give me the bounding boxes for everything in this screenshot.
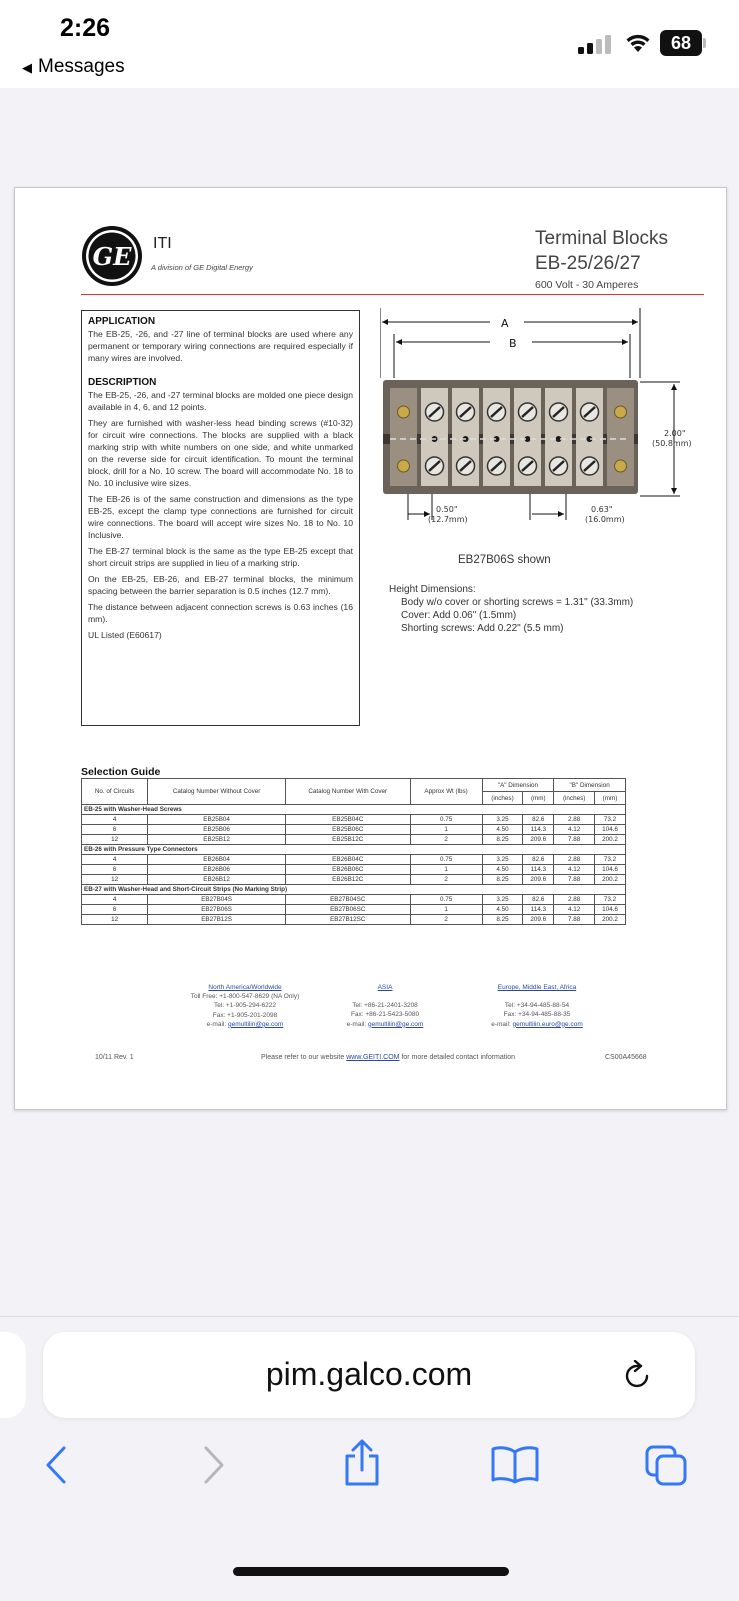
table-row [82,865,626,875]
description-paragraph: The EB-26 is of the same construction and dimensions as the type EB-25, except the clamp type connections are furnished for circuit wire connections. The board will accept wire sizes No. 18 to No. 10 Inclusive. [88,494,353,540]
table-cell: 4 [82,855,148,865]
title-line-1: Terminal Blocks [535,228,669,249]
table-cell: 73.2 [595,815,626,825]
diagram-caption: EB27B06S shown [458,554,551,566]
table-row [82,815,626,825]
table-cell: 82.6 [523,855,554,865]
table-cell: 82.6 [523,815,554,825]
heights-heading: Height Dimensions: [389,584,476,595]
contact-line: Tel: +1-905-294-6222 [214,1002,276,1010]
heights-line: Shorting screws: Add 0.22" (5.5 mm) [401,623,564,634]
group-title: EB-27 with Washer-Head and Short-Circuit Strips (No Marking Strip) [82,885,626,895]
table-cell: EB25B04C [285,815,410,825]
battery-icon [660,30,706,56]
selection-guide-table [81,778,626,925]
table-cell: 6 [82,825,148,835]
table-cell: EB25B04 [148,815,286,825]
website-note-pre: Please refer to our website [261,1054,345,1061]
table-cell: 8.25 [482,875,523,885]
mounting-hole [398,460,410,472]
table-cell: EB25B06 [148,825,286,835]
table-cell: EB26B06C [285,865,410,875]
table-cell: 73.2 [595,895,626,905]
table-cell: 4.50 [482,825,523,835]
rating-text: 600 Volt - 30 Amperes [535,279,639,291]
table-cell: 3.25 [482,815,523,825]
selection-guide-title: Selection Guide [81,766,161,778]
division-text: A division of GE Digital Energy [151,263,253,272]
contact-line: Fax: +34-94-485-88-35 [503,1011,571,1019]
group-title: EB-25 with Washer-Head Screws [82,805,626,815]
email-label: e-mail: [206,1020,227,1028]
heights-line: Body w/o cover or shorting screws = 1.31" (33.3mm) [401,597,634,608]
contact-north-america [175,983,315,1029]
table-cell: 6 [82,905,148,915]
table-cell: EB27B12SC [285,915,410,925]
table-cell: 4.12 [554,905,595,915]
reload-icon[interactable] [623,1360,653,1392]
table-row [82,825,626,835]
wifi-icon [624,30,652,54]
table-cell: 2 [410,915,482,925]
table-cell: 4 [82,815,148,825]
battery-level: 68 [660,30,702,56]
table-cell: EB27B04S [148,895,286,905]
table-cell: 104.6 [595,825,626,835]
contact-line: Toll Free: +1-800-547-8629 (NA Only) [190,993,300,1001]
table-cell: 8.25 [482,835,523,845]
table-cell: EB27B06SC [285,905,410,915]
previous-tab-edge[interactable] [0,1332,26,1418]
table-cell: EB27B12S [148,915,286,925]
table-cell: 4.50 [482,865,523,875]
terminal-block-diagram [380,308,710,568]
table-cell: EB26B04 [148,855,286,865]
table-cell: 2.88 [554,815,595,825]
company-name: ITI [153,235,172,252]
table-cell: 4.12 [554,825,595,835]
description-paragraph: The EB-27 terminal block is the same as the type EB-25 except that short circuit strips are supplied in lieu of a marking strip. [88,546,353,568]
mounting-hole [615,406,627,418]
table-cell: 12 [82,875,148,885]
table-cell: 200.2 [595,915,626,925]
contact-europe [467,983,607,1029]
col-b-mm: (mm) [595,792,626,805]
table-cell: 209.6 [523,915,554,925]
table-cell: 82.6 [523,895,554,905]
table-cell: 2 [410,835,482,845]
table-cell: EB27B04SC [285,895,410,905]
table-cell: EB26B04C [285,855,410,865]
dim-b-label: B [509,337,517,350]
col-catalog-with: Catalog Number With Cover [285,779,410,805]
group-header-row [82,845,626,855]
table-cell: 6 [82,865,148,875]
table-cell: EB25B12 [148,835,286,845]
table-cell: 7.88 [554,915,595,925]
height-dimensions [389,583,633,635]
contact-line: Tel: +34-94-485-88-54 [504,1002,570,1010]
col-b-dimension: "B" Dimension [554,779,626,792]
email-link[interactable]: gemultilin.euro@ge.com [512,1020,583,1028]
table-cell: 200.2 [595,835,626,845]
ge-logo [81,225,143,287]
heights-line: Cover: Add 0.06" (1.5mm) [401,610,517,621]
table-cell: 2.88 [554,895,595,905]
table-cell: 0.75 [410,895,482,905]
table-cell: 114.3 [523,865,554,875]
forward-chevron-icon[interactable] [198,1444,228,1486]
table-cell: 209.6 [523,835,554,845]
table-cell: 73.2 [595,855,626,865]
table-cell: 8.25 [482,915,523,925]
header-divider [81,294,704,295]
address-bar[interactable] [43,1332,695,1418]
spacing1-mm-label: (12.7mm) [428,515,468,524]
contact-head[interactable]: Europe, Middle East, Africa [497,984,577,991]
table-row [82,915,626,925]
contact-line: Tel: +86-21-2401-3208 [352,1002,418,1010]
col-a-inches: (inches) [482,792,523,805]
table-cell: EB26B06 [148,865,286,875]
table-cell: 200.2 [595,875,626,885]
description-paragraph: The EB-25, -26, and -27 terminal blocks are molded one piece design available in 4, 6, and 12 points. [88,390,353,412]
contact-line: Fax: +1-905-201-2098 [212,1011,278,1019]
table-row [82,895,626,905]
table-cell: 104.6 [595,905,626,915]
table-row [82,905,626,915]
spacing1-inch-label: 0.50" [436,505,458,514]
table-cell: 3.25 [482,895,523,905]
table-cell: 2.88 [554,855,595,865]
table-cell: 7.88 [554,835,595,845]
table-cell: 12 [82,915,148,925]
spacing2-inch-label: 0.63" [591,505,613,514]
email-label: e-mail: [346,1020,367,1028]
col-circuits: No. of Circuits [82,779,148,805]
title-line-2: EB-25/26/27 [535,253,641,274]
col-a-mm: (mm) [523,792,554,805]
back-label: Messages [38,56,125,77]
back-to-messages-button[interactable] [22,56,125,78]
cellular-signal-icon [578,34,616,54]
table-row [82,875,626,885]
contact-line: Fax: +86-21-5423-5080 [350,1011,420,1019]
dim-a-label: A [501,317,509,330]
back-triangle-icon: ◀ [22,60,32,75]
col-b-inches: (inches) [554,792,595,805]
home-indicator[interactable] [233,1567,509,1576]
table-cell: 114.3 [523,825,554,835]
share-icon[interactable] [342,1438,382,1488]
table-cell: 1 [410,905,482,915]
table-cell: EB26B12 [148,875,286,885]
ul-listing: UL Listed (E60617) [88,630,162,640]
doc-title [535,226,668,276]
table-cell: 4.50 [482,905,523,915]
spacing2-mm-label: (16.0mm) [585,515,625,524]
bookmarks-icon[interactable] [490,1444,540,1484]
table-row [82,855,626,865]
height-mm-label: (50.8mm) [652,439,692,448]
clock: 2:26 [60,14,111,42]
table-cell: 3.25 [482,855,523,865]
col-weight: Approx Wt (lbs) [410,779,482,805]
table-cell: 1 [410,865,482,875]
table-cell: 1 [410,825,482,835]
table-cell: EB25B06C [285,825,410,835]
website-note [261,1054,515,1061]
back-chevron-icon[interactable] [42,1444,72,1486]
email-link[interactable]: gemultilin@ge.com [367,1020,424,1028]
website-note-post: for more detailed contact information [401,1054,516,1061]
col-catalog-without: Catalog Number Without Cover [148,779,286,805]
mounting-hole [615,460,627,472]
height-inch-label: 2.00" [664,429,686,438]
table-cell: 2 [410,875,482,885]
url-text: pim.galco.com [265,1356,473,1392]
application-text: The EB-25, -26, and -27 line of terminal blocks are used where any permanent or temporary wiring connections are required especially if many wires are involved. [88,329,353,363]
email-link[interactable]: gemultilin@ge.com [227,1020,284,1028]
description-paragraph: The distance between adjacent connection screws is 0.63 inches (16 mm). [88,602,353,624]
group-header-row [82,885,626,895]
email-label: e-mail: [491,1020,511,1028]
tabs-icon[interactable] [644,1444,690,1488]
contact-head[interactable]: North America/Worldwide [208,984,282,991]
application-heading: APPLICATION [88,316,156,327]
table-cell: 7.88 [554,875,595,885]
description-heading: DESCRIPTION [88,377,157,388]
table-cell: EB25B12C [285,835,410,845]
table-cell: EB26B12C [285,875,410,885]
table-cell: 209.6 [523,875,554,885]
document-code: CS00A45668 [605,1054,647,1061]
table-cell: 4 [82,895,148,905]
group-header-row [82,805,626,815]
application-box [81,310,360,726]
table-cell: EB27B06S [148,905,286,915]
status-bar [0,0,739,88]
contact-head[interactable]: ASIA [377,984,393,991]
description-paragraph: On the EB-25, EB-26, and EB-27 terminal blocks, the minimum spacing between the barrier separation is 0.5 inches (12.7 mm). [88,574,353,596]
table-cell: 104.6 [595,865,626,875]
revision-text: 10/11 Rev. 1 [95,1054,134,1061]
col-a-dimension: "A" Dimension [482,779,554,792]
table-cell: 0.75 [410,815,482,825]
document-page [14,187,727,1110]
svg-text:GE: GE [92,242,132,271]
table-row [82,835,626,845]
contact-asia [335,983,435,1029]
table-cell: 12 [82,835,148,845]
mounting-hole [398,406,410,418]
table-cell: 114.3 [523,905,554,915]
table-cell: 4.12 [554,865,595,875]
website-link[interactable]: www.GEITI.COM [346,1054,400,1061]
description-paragraph: They are furnished with washer-less head binding screws (#10-32) for circuit wire connections. The blocks are supplied with a black marking strip with white numbers on one side, and white unmarked on the reverse side for circuit identification. To mount the terminal block, drill for a No. 10 screw. The board will accommodate No. 18 to No. 10 inclusive wire sizes. [88,418,353,488]
group-title: EB-26 with Pressure Type Connectors [82,845,626,855]
table-cell: 0.75 [410,855,482,865]
